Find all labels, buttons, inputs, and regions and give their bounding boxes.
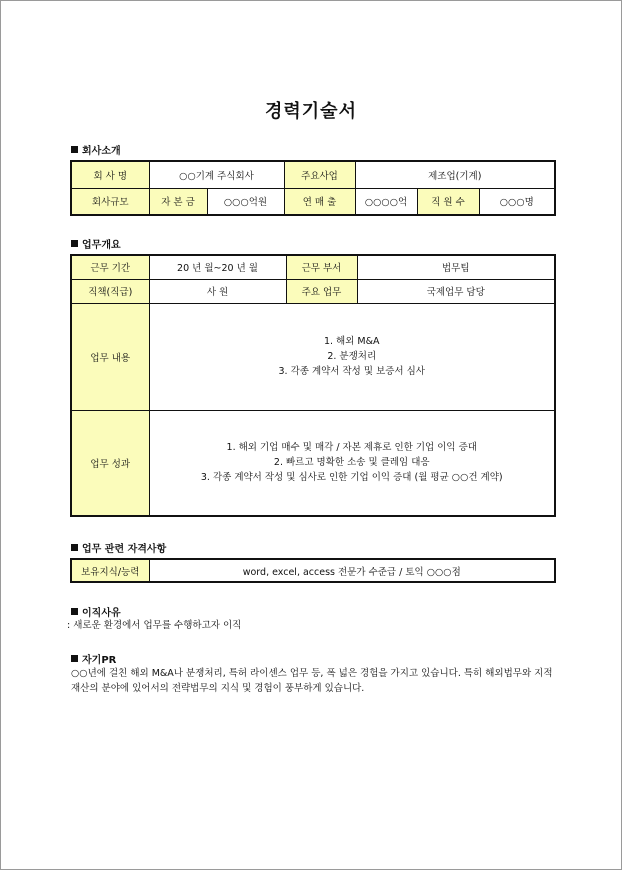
bullet-square-icon [71, 544, 78, 551]
work-row-position [71, 279, 555, 303]
company-size-label: 회사규모 [71, 188, 149, 215]
result-item: 3. 각종 계약서 작성 및 심사로 인한 기업 이익 증대 (월 평균 ○○건 계약) [200, 472, 503, 484]
company-name-label: 회 사 명 [71, 161, 149, 188]
section-pr-heading [71, 651, 116, 666]
section-qualifications-heading [71, 540, 166, 555]
section-company-heading [71, 142, 121, 157]
capital-label: 자 본 금 [149, 188, 207, 215]
section-leaving-heading [71, 604, 121, 619]
company-name-value: ○○기계 주식회사 [149, 161, 284, 188]
dept-label: 근무 부서 [286, 255, 357, 279]
main-task-label: 주요 업무 [286, 279, 357, 303]
results-label: 업무 성과 [71, 410, 149, 516]
section-qualifications-label: 업무 관련 자격사항 [82, 544, 167, 555]
period-label: 근무 기간 [71, 255, 149, 279]
section-company-label: 회사소개 [82, 146, 121, 157]
position-value: 사 원 [149, 279, 286, 303]
work-row-duties [71, 303, 555, 410]
section-work-heading [71, 236, 121, 251]
bullet-square-icon [71, 608, 78, 615]
qualifications-label: 보유지식/능력 [71, 559, 149, 582]
main-business-value: 제조업(기계) [355, 161, 555, 188]
main-task-value: 국제업무 담당 [357, 279, 555, 303]
duty-item: 3. 각종 계약서 작성 및 보증서 심사 [278, 366, 425, 377]
self-pr-text: ○○년에 걸친 해외 M&A나 분쟁처리, 특허 라이센스 업무 등, 폭 넓은 경험을 가지고 있습니다. 특히 해외법무와 지적재산의 분야에 있어서의 전략법무의 지식 및 경험이 풍부하게 있습니다. [71, 668, 553, 694]
qualifications-value: word, excel, access 전문가 수준급 / 토익 ○○○점 [149, 559, 555, 582]
duties-list [149, 303, 555, 410]
bullet-square-icon [71, 146, 78, 153]
duty-item: 2. 분쟁처리 [327, 351, 377, 362]
qualifications-table [70, 558, 556, 583]
result-item: 2. 빠르고 명확한 소송 및 클레임 대응 [273, 457, 430, 469]
company-row-2 [71, 188, 555, 215]
page-title: 경력기술서 [265, 101, 357, 122]
employees-value: ○○○명 [479, 188, 555, 215]
period-value: 20 년 월~20 년 월 [149, 255, 286, 279]
annual-sales-value: ○○○○억 [355, 188, 417, 215]
bullet-square-icon [71, 655, 78, 662]
main-business-label: 주요사업 [284, 161, 355, 188]
employees-label: 직 원 수 [417, 188, 479, 215]
work-row-period [71, 255, 555, 279]
annual-sales-label: 연 매 출 [284, 188, 355, 215]
position-label: 직책(직급) [71, 279, 149, 303]
leaving-reason-text: : 새로운 환경에서 업무를 수행하고자 이직 [67, 620, 242, 631]
section-pr-label: 자기PR [82, 655, 117, 666]
company-table [70, 160, 556, 216]
results-list [149, 410, 555, 516]
section-leaving-label: 이직사유 [82, 608, 121, 619]
bullet-square-icon [71, 240, 78, 247]
duties-label: 업무 내용 [71, 303, 149, 410]
result-item: 1. 해외 기업 매수 및 매각 / 자본 제휴로 인한 기업 이익 증대 [226, 442, 477, 454]
work-row-results [71, 410, 555, 516]
dept-value: 법무팀 [357, 255, 555, 279]
capital-value: ○○○억원 [207, 188, 284, 215]
qualifications-row [71, 559, 555, 582]
duty-item: 1. 해외 M&A [323, 336, 380, 347]
section-work-label: 업무개요 [82, 240, 121, 251]
work-table [70, 254, 556, 517]
company-row-1 [71, 161, 555, 188]
